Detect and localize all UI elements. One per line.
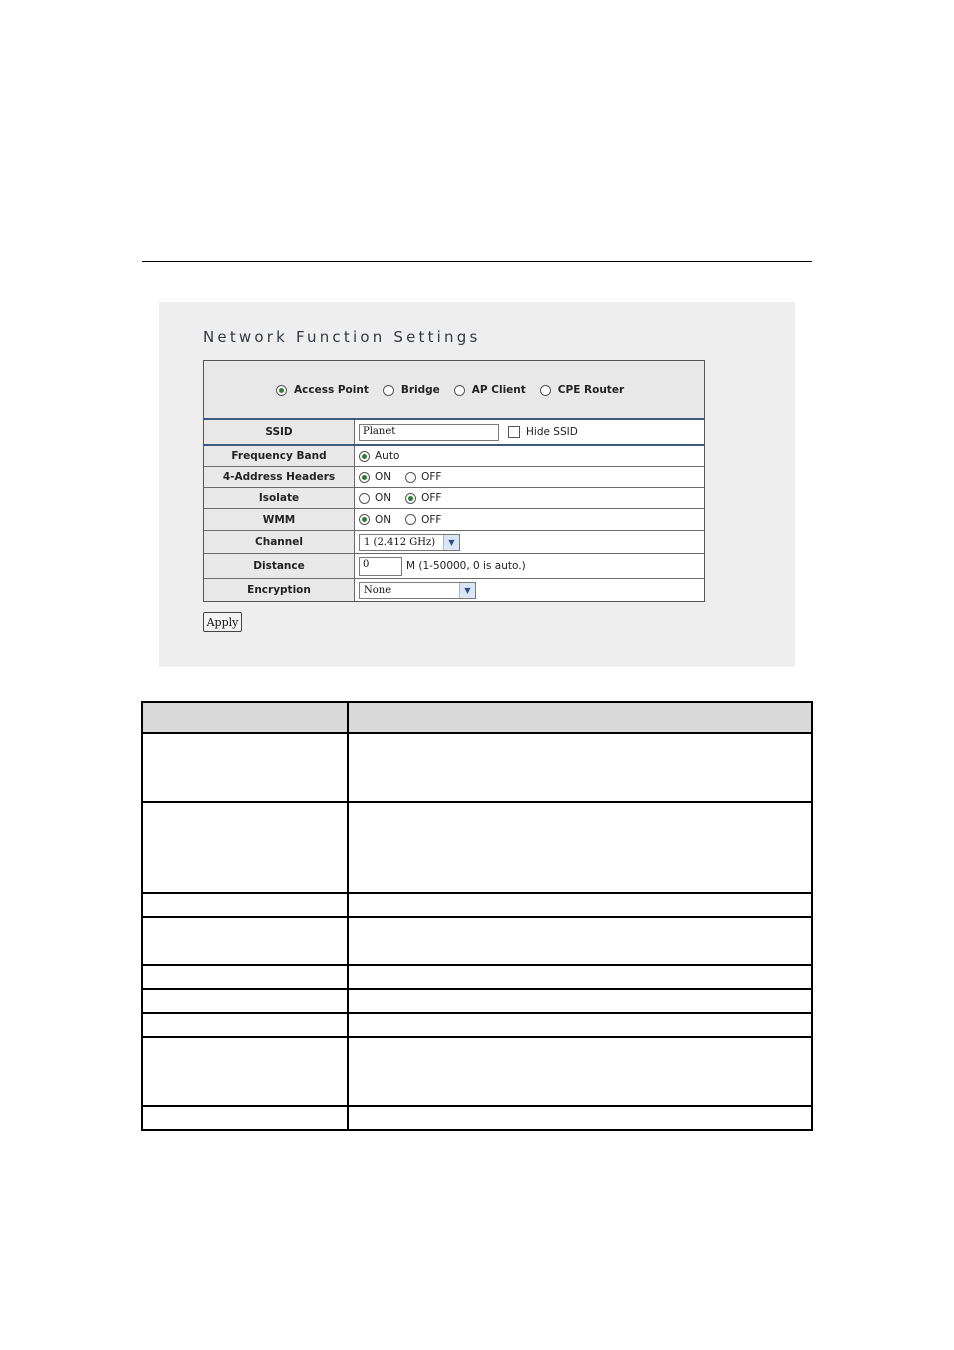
distance-input[interactable]: 0 [359, 557, 402, 576]
isolate-label: Isolate [204, 488, 355, 508]
page-divider [142, 261, 812, 262]
mode-ap-client[interactable]: AP Client [454, 384, 526, 396]
table-row [142, 733, 812, 801]
row-ssid [204, 420, 704, 446]
radio-icon[interactable] [540, 385, 551, 396]
ssid-label: SSID [204, 420, 355, 444]
distance-label: Distance [204, 554, 355, 578]
apply-button[interactable]: Apply [203, 612, 242, 632]
radio-icon[interactable] [454, 385, 465, 396]
wmm-label: WMM [204, 509, 355, 530]
radio-icon[interactable] [383, 385, 394, 396]
table-row [142, 917, 812, 964]
row-frequency-band: Frequency Band Auto [204, 446, 704, 467]
mode-selector [204, 361, 704, 420]
four-address-label: 4-Address Headers [204, 467, 355, 487]
row-wmm: WMM ON OFF [204, 509, 704, 531]
row-isolate: Isolate ON OFF [204, 488, 704, 509]
channel-label: Channel [204, 531, 355, 553]
description-table [141, 701, 813, 1131]
row-channel [204, 531, 704, 554]
table-row [142, 1037, 812, 1105]
four-address-on-radio[interactable] [359, 472, 370, 483]
encryption-label: Encryption [204, 579, 355, 601]
wmm-off-radio[interactable] [405, 514, 416, 525]
distance-hint: M (1-50000, 0 is auto.) [406, 560, 526, 572]
frequency-auto-radio[interactable] [359, 451, 370, 462]
table-header-cell [142, 702, 348, 733]
table-row [142, 965, 812, 989]
chevron-down-icon[interactable]: ▼ [443, 535, 459, 550]
encryption-select[interactable]: None ▼ [359, 582, 476, 599]
table-row [142, 989, 812, 1013]
hide-ssid-checkbox[interactable] [508, 426, 520, 438]
panel-title: Network Function Settings [203, 328, 481, 346]
hide-ssid-label: Hide SSID [526, 426, 578, 438]
table-header-cell [348, 702, 812, 733]
settings-form [203, 360, 705, 602]
mode-bridge[interactable]: Bridge [383, 384, 440, 396]
ssid-input[interactable]: Planet [359, 424, 499, 441]
table-row [142, 1013, 812, 1037]
channel-select[interactable]: 1 (2.412 GHz) ▼ [359, 534, 460, 551]
row-encryption [204, 579, 704, 601]
table-row [142, 802, 812, 894]
isolate-off-radio[interactable] [405, 493, 416, 504]
isolate-on-radio[interactable] [359, 493, 370, 504]
wmm-on-radio[interactable] [359, 514, 370, 525]
radio-icon[interactable] [276, 385, 287, 396]
four-address-off-radio[interactable] [405, 472, 416, 483]
network-function-panel [159, 302, 795, 667]
chevron-down-icon[interactable]: ▼ [459, 583, 475, 598]
table-header-row [142, 702, 812, 733]
table-row [142, 1106, 812, 1130]
mode-access-point[interactable]: Access Point [276, 384, 369, 396]
row-distance [204, 554, 704, 579]
frequency-band-label: Frequency Band [204, 446, 355, 466]
table-row [142, 893, 812, 917]
row-4-address-headers: 4-Address Headers ON OFF [204, 467, 704, 488]
mode-cpe-router[interactable]: CPE Router [540, 384, 624, 396]
